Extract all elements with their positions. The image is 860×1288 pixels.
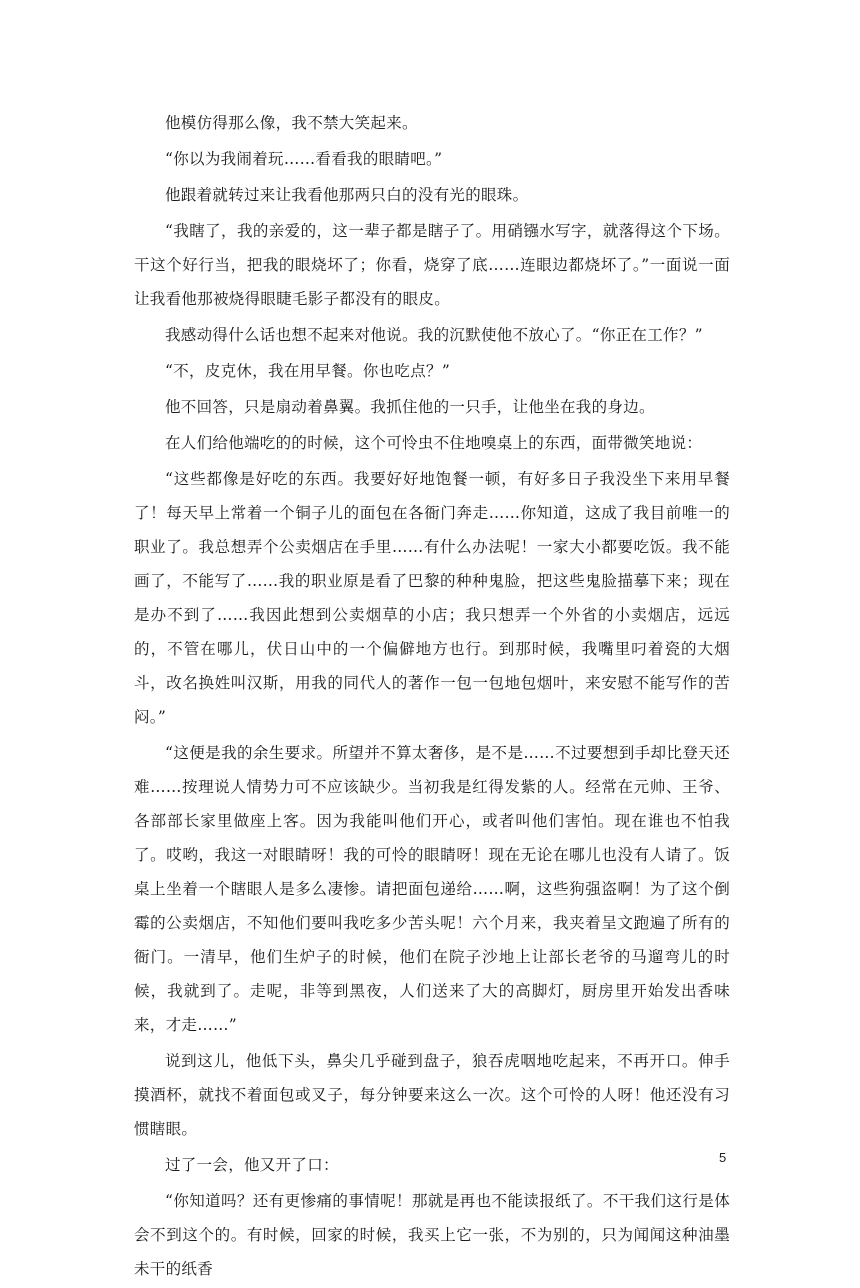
paragraph: “你知道吗？还有更惨痛的事情呢！那就是再也不能读报纸了。不干我们这行是体会不到这个的。有时候，回家的时候，我买上它一张，不为别的，只为闻闻这种油墨未干的纸香 <box>134 1192 730 1278</box>
paragraph: 他不回答，只是扇动着鼻翼。我抓住他的一只手，让他坐在我的身边。 <box>165 398 655 416</box>
paragraph: 说到这儿，他低下头，鼻尖几乎碰到盘子，狼吞虎咽地吃起来，不再开口。伸手摸酒杯，就找不着面包或叉子，每分钟要来这么一次。这个可怜的人呀！他还没有习惯瞎眼。 <box>134 1052 730 1138</box>
paragraph: “我瞎了，我的亲爱的，这一辈子都是瞎子了。用硝镪水写字，就落得这个下场。干这个好行当，把我的眼烧坏了；你看，烧穿了底……连眼边都烧坏了。”一面说一面让我看他那被烧得眼睫毛影子都没有的眼皮。 <box>134 222 730 308</box>
page-number: 5 <box>719 1150 727 1165</box>
paragraph: 我感动得什么话也想不起来对他说。我的沉默使他不放心了。“你正在工作？” <box>165 326 703 344</box>
paragraph: 他跟着就转过来让我看他那两只白的没有光的眼珠。 <box>165 186 529 204</box>
paragraph: 他模仿得那么像，我不禁大笑起来。 <box>165 114 418 132</box>
paragraph: “这便是我的余生要求。所望并不算太奢侈，是不是……不过要想到手却比登天还难……按理说人情势力可不应该缺少。当初我是红得发紫的人。经常在元帅、王爷、各部部长家里做座上客。因为我能叫他们开心，或者叫他们害怕。现在谁也不怕我了。哎哟，我这一对眼睛呀！我的可怜的眼睛呀！现在无论在哪儿也没有人请了。饭桌上坐着一个瞎眼人是多么凄惨。请把面包递给……啊，这些狗强盗啊！为了这个倒霉的公卖烟店，不知他们要叫我吃多少苦头呢！六个月来，我夹着呈文跑遍了所有的衙门。一清早，他们生炉子的时候，他们在院子沙地上让部长老爷的马遛弯儿的时候，我就到了。走呢，非等到黑夜，人们送来了大的高脚灯，厨房里开始发出香味来，才走……” <box>134 744 730 1034</box>
paragraph: 在人们给他端吃的的时候，这个可怜虫不住地嗅桌上的东西，面带微笑地说： <box>165 434 703 452</box>
paragraph: 过了一会，他又开了口： <box>165 1156 339 1174</box>
paragraph: “这些都像是好吃的东西。我要好好地饱餐一顿，有好多日子我没坐下来用早餐了！每天早上常着一个铜子儿的面包在各衙门奔走……你知道，这成了我目前唯一的职业了。我总想弄个公卖烟店在手里……有什么办法呢！一家大小都要吃饭。我不能画了，不能写了……我的职业原是看了巴黎的种种鬼脸，把这些鬼脸描摹下来；现在是办不到了……我因此想到公卖烟草的小店；我只想弄一个外省的小卖烟店，远远的，不管在哪儿，伏日山中的一个偏僻地方也行。到那时候，我嘴里叼着瓷的大烟斗，改名换姓叫汉斯，用我的同代人的著作一包一包地包烟叶，来安慰不能写作的苦闷。” <box>134 470 730 726</box>
document-body <box>134 106 730 1288</box>
paragraph: “你以为我闹着玩……看看我的眼睛吧。” <box>165 150 443 168</box>
paragraph: “不，皮克休，我在用早餐。你也吃点？” <box>165 362 451 380</box>
